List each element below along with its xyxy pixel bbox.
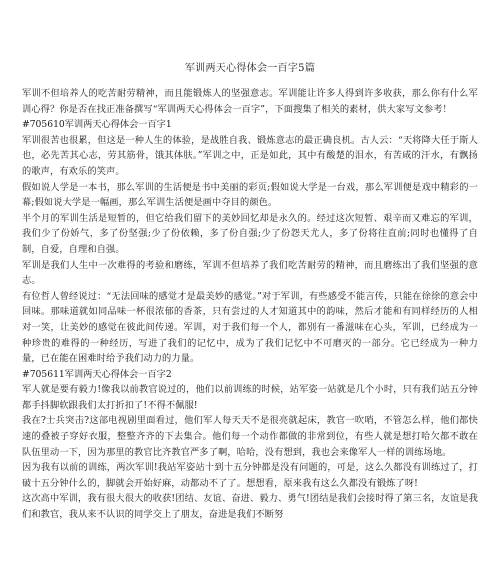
paragraph: 我在?士兵突击?这部电视剧里面看过，他们军人每天天不是很亮就起床，教官一吹哨，不管怎么样，他们都快速的叠被子穿好衣服，整整齐齐的下去集合。他们每一个动作都做的非常到位，有些人就是想打哈欠都不敢在队伍里动一下，因为那里的教官比齐教官严多了啊，哈哈，没有想到，我也会来像军人一样的训练场地。 — [22, 415, 478, 458]
section-heading: #705611军训两天心得体会一百字2 — [22, 368, 172, 380]
paragraph: 军训是我们人生中一次难得的考验和磨练，军训不但培养了我们吃苦耐劳的精神，而且磨练出了我们坚强的意志。 — [22, 259, 478, 287]
document-title: 军训两天心得体会一百字5篇 — [184, 63, 316, 74]
paragraph: 有位哲人曾经说过：“无法回味的感觉才是最美妙的感觉。”对于军训，有些感受不能言传，只能在徐徐的意会中回味。那味道就如同品味一杯很浓郁的香茶，只有尝过的人才知道其中的韵味，然后才能和有同样经历的人相对一笑，让美妙的感觉在彼此间传递。军训，对于我们每一个人，都别有一番滋味在心头，军训，已经成为一种珍贵的难得的一种经历，写进了我们的记忆中，成为了我们记忆中不可磨灭的一部分。它已经成为一种力量，已在能在困难时给予我们动力的力量。 — [22, 290, 478, 365]
section-heading: #705610军训两天心得体会一百字1 — [22, 119, 172, 131]
paragraph: 半个月的军训生活是短暂的，但它给我们留下的美妙回忆却是永久的。经过这次短暂、艰辛而又难忘的军训，我们少了份娇气，多了份坚强;少了份依赖，多了份自强;少了份怨天尤人，多了份将往直前;同时也懂得了自制，自爱，自理和自强。 — [22, 212, 478, 255]
paragraph: 假如说人学是一本书，那么军训的生活便是书中美丽的彩页;假如说大学是一台戏，那么军训便是戏中精彩的一幕;假如说大学是一幅画，那么军训生活便是画中夺目的颜色。 — [22, 181, 478, 209]
paragraph: 军人就是要有毅力!像我以前教官说过的，他们以前训练的时候，站军姿一站就是几个小时，只有我们站五分钟都手抖脚软跟我们太打折扣了!不得不佩服! — [22, 384, 478, 411]
paragraph: 因为我有以前的训练，两次军训!我站军姿站十到十五分钟都是没有问题的，可是，这么久都没有训练过了，打破十五分钟什么的，脚就会开始好麻，动都动不了了。想想看，原来我有这么久都没有锻炼了呀! — [22, 462, 478, 489]
paragraph: 军训不但培养人的吃苦耐劳精神，而且能锻炼人的坚强意志。军训能让许多人得到许多收获，那么你有什么军训心得？你是否在找正准备撰写“军训两天心得体会一百字”，下面搜集了相关的素材，供大家写文参考！ — [22, 88, 478, 115]
paragraph: 这次高中军训，我有很大很大的收获!团结、友谊、奋进、毅力、勇气!团结是我们会接时得了第三名，友谊是我们和教官，我从来不认识的同学交上了朋友，奋进是我们不断努 — [22, 493, 478, 521]
paragraph: 军训很苦也很累，但这是一种人生的体验，是战胜自我、锻炼意志的最正确良机。古人云：“天将降大任于斯人也，必先苦其心志，劳其筋骨，饿其体肤。”军训之中，正是如此，其中有酸楚的泪水，有苦咸的汗水，有飘扬的歌声，有欢乐的笑声。 — [22, 134, 478, 177]
document-body — [22, 86, 478, 523]
